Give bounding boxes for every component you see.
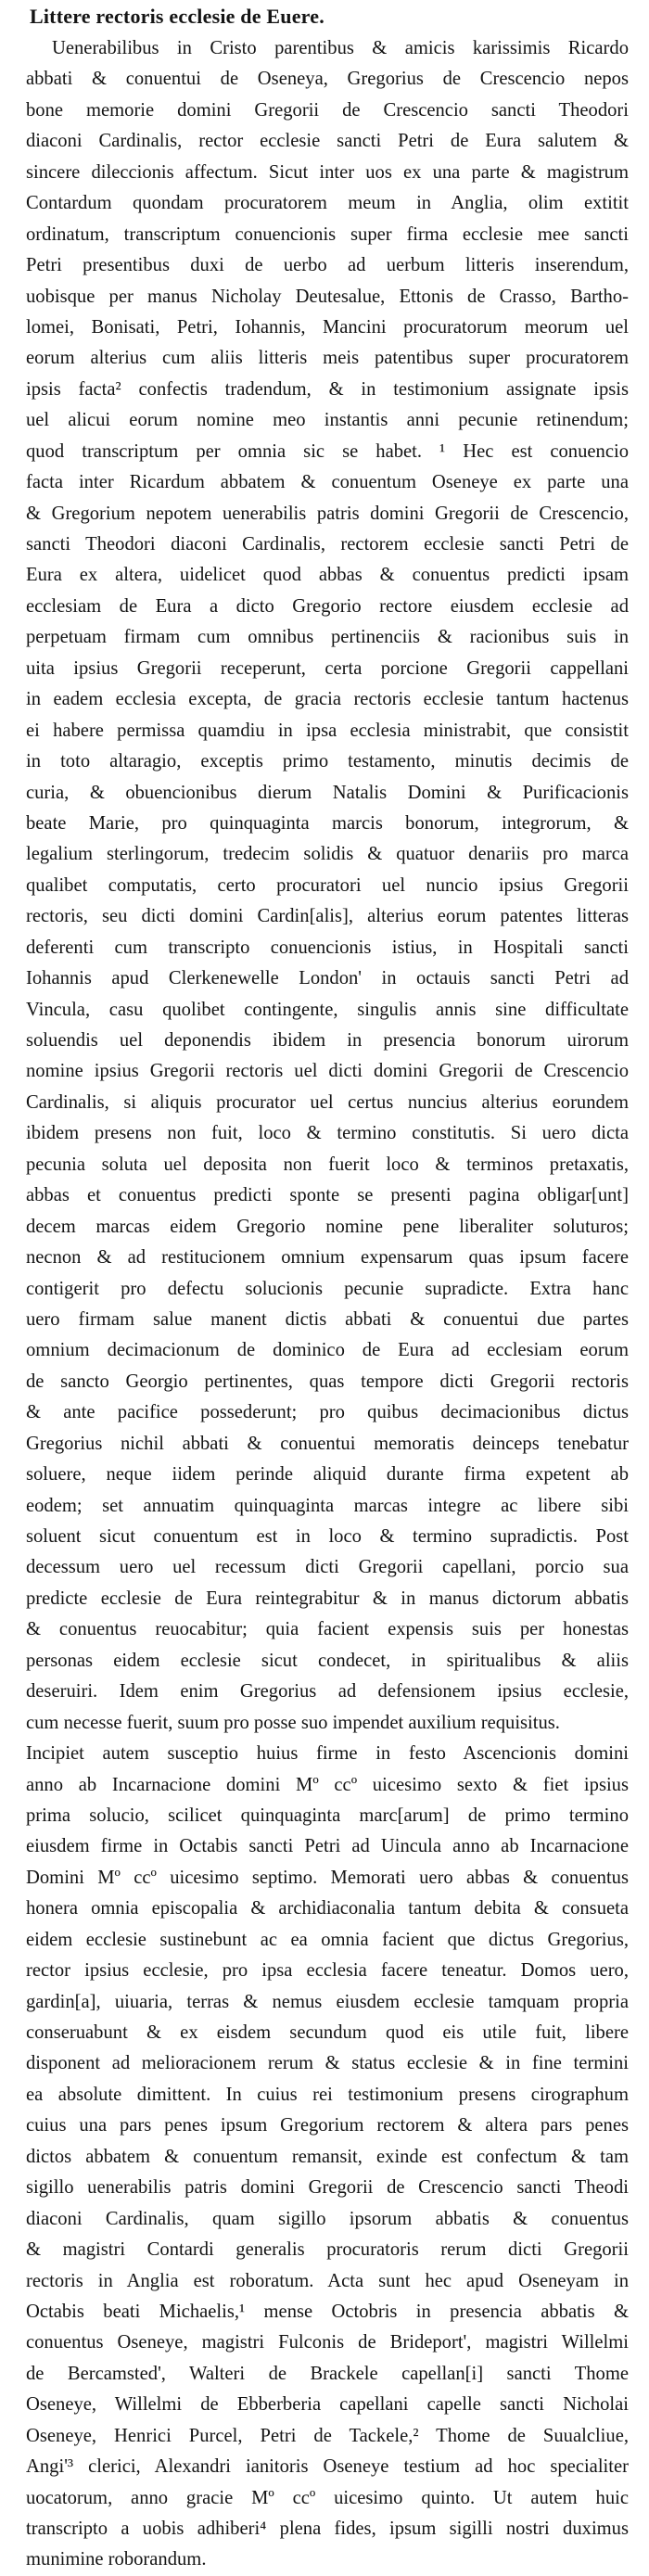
text-line: rectoris, seu dicti domini Cardin[alis], alterius eorum patentes litteras [26,906,629,927]
document-heading: Littere rectoris ecclesie de Euere. [30,5,324,28]
text-line: perpetuam firmam cum omnibus pertinenciis & racionibus suis in [26,627,629,648]
text-line: uocatorum, anno gracie Mº ccº uicesimo quinto. Ut autem huic [26,2487,629,2508]
text-line: cuius una pars penes ipsum Gregorium rectorem & altera pars penes [26,2115,629,2136]
text-line: Oseneye, Willelmi de Ebberberia capellani capelle sancti Nicholai [26,2394,629,2416]
text-line: sincere dileccionis affectum. Sicut inter uos ex una parte & magistrum [26,161,629,183]
text-line: ecclesiam de Eura a dicto Gregorio rectore eiusdem ecclesie ad [26,595,629,617]
text-line: Angi'³ clerici, Alexandri ianitoris Oseneye testium ad hoc specialiter [26,2456,629,2478]
text-line: Iohannis apud Clerkenewelle London' in octauis sancti Petri ad [26,968,629,989]
text-line: conseruabunt & ex eisdem secundum quod eis utile fuit, libere [26,2022,629,2043]
text-line: Vincula, casu quolibet contingente, singulis annis sine difficultate [26,999,629,1020]
text-line: & conuentus reuocabitur; quia facient expensis suis per honestas [26,1619,629,1640]
text-line: in toto altaragio, exceptis primo testamento, minutis decimis de [26,751,629,772]
text-line: Oseneye, Henrici Purcel, Petri de Tackele,² Thome de Suualcliue, [26,2425,629,2446]
text-line: Uenerabilibus in Cristo parentibus & amicis karissimis Ricardo [52,38,629,58]
text-line: Gregorius nichil abbati & conuentui memoratis deinceps tenebatur [26,1433,629,1454]
text-line: omnium decimacionum de dominico de Eura ad ecclesiam eorum [26,1340,629,1361]
text-line: qualibet computatis, certo procuratori uel nuncio ipsius Gregorii [26,874,629,896]
text-line: soluendis uel deponendis ibidem in presencia bonorum uirorum [26,1030,629,1051]
text-line: uero firmam salue manent dictis abbati & conuentui due partes [26,1308,629,1330]
text-line: decem marcas eidem Gregorio nomine pene liberaliter soluturos; [26,1216,629,1237]
text-line: diaconi Cardinalis, rector ecclesie sancti Petri de Eura salutem & [26,131,629,152]
text-line: sigillo uenerabilis patris domini Gregorii de Crescencio sancti Theodi [26,2177,629,2199]
text-line: cum necesse fuerit, suum pro posse suo impendet auxilium requisitus. [26,1712,560,1733]
text-line: abbati & conuentui de Oseneya, Gregorius de Crescencio nepos [26,69,629,90]
text-line: soluere, neque iidem perinde aliquid durante firma expetent ab [26,1464,629,1486]
text-line: uel alicui eorum nomine meo instantis anni pecunie retinendum; [26,410,629,431]
text-line: transcripto a uobis adhiberi⁴ plena fides, ipsum sigilli nostri duximus [26,2519,629,2539]
text-line: Incipiet autem susceptio huius firme in festo Ascencionis domini [26,1743,629,1765]
text-line: lomei, Bonisati, Petri, Iohannis, Mancini procuratorum meorum uel [26,316,629,338]
text-line: de Bercamsted', Walteri de Brackele capellan[i] sancti Thome [26,2363,629,2384]
text-line: munimine roborandum. [26,2549,207,2570]
text-line: ei habere permissa quamdiu in ipsa ecclesia ministrabit, que consistit [26,720,629,741]
text-line: Eura ex altera, uidelicet quod abbas & conuentus predicti ipsam [26,565,629,586]
text-line: ordinatum, transcriptum conuencionis super firma ecclesie mee sancti [26,223,629,245]
text-line: personas eidem ecclesie sicut condecet, in spiritualibus & aliis [26,1650,629,1671]
text-line: conuentus Oseneye, magistri Fulconis de Brideport', magistri Willelmi [26,2332,629,2353]
text-line: ipsis facta² confectis tradendum, & in testimonium assignate ipsis [26,378,629,400]
text-line: ea absolute dimittent. In cuius rei testimonium presens cirographum [26,2084,629,2105]
text-line: predicte ecclesie de Eura reintegrabitur & in manus dictorum abbatis [26,1588,629,1609]
text-line: soluent sicut conuentum est in loco & termino supradictis. Post [26,1526,629,1547]
text-line: & Gregorium nepotem uenerabilis patris domini Gregorii de Crescencio, [26,503,629,524]
text-line: uita ipsius Gregorii receperunt, certa porcione Gregorii cappellani [26,657,629,679]
text-line: Octabis beati Michaelis,¹ mense Octobris in presencia abbatis & [26,2301,629,2322]
text-line: de sancto Georgio pertinentes, quas tempore dicti Gregorii rectoris [26,1371,629,1392]
text-line: honera omnia episcopalia & archidiaconalia tantum debita & consueta [26,1898,629,1919]
text-line: pecunia soluta uel deposita non fuerit loco & terminos pretaxatis, [26,1154,629,1175]
text-line: bone memorie domini Gregorii de Crescencio sancti Theodori [26,99,629,121]
text-line: necnon & ad restitucionem omnium expensarum quas ipsum facere [26,1247,629,1269]
text-line: eidem ecclesie sustinebunt ac ea omnia facient que dictus Gregorius, [26,1929,629,1950]
text-line: anno ab Incarnacione domini Mº ccº uicesimo sexto & fiet ipsius [26,1774,629,1795]
text-line: disponent ad melioracionem rerum & status ecclesie & in fine termini [26,2053,629,2074]
text-line: & ante pacifice possederunt; pro quibus decimacionibus dictus [26,1402,629,1423]
text-line: rectoris in Anglia est roboratum. Acta sunt hec apud Oseneyam in [26,2270,629,2291]
text-line: eiusdem firme in Octabis sancti Petri ad Uincula anno ab Incarnacione [26,1836,629,1857]
text-line: curia, & obuencionibus dierum Natalis Domini & Purificacionis [26,782,629,803]
document-page [26,0,629,2576]
text-line: rector ipsius ecclesie, pro ipsa ecclesia facere teneatur. Domos uero, [26,1960,629,1982]
document-body [26,33,629,2576]
text-line: facta inter Ricardum abbatem & conuentum Oseneye ex parte una [26,472,629,493]
text-line: gardin[a], uiuaria, terras & nemus eiusdem ecclesie tamquam propria [26,1991,629,2012]
text-line: Contardum quondam procuratorem meum in Anglia, olim extitit [26,193,629,214]
text-line: quod transcriptum per omnia sic se habet. ¹ Hec est conuencio [26,440,629,462]
text-line: deferenti cum transcripto conuencionis istius, in Hospitali sancti [26,937,629,958]
text-line: uobisque per manus Nicholay Deutesalue, Ettonis de Crasso, Bartho- [26,286,629,307]
text-line: abbas et conuentus predicti sponte se presenti pagina obligar[unt] [26,1185,629,1206]
text-line: beate Marie, pro quinquaginta marcis bonorum, integrorum, & [26,812,629,834]
text-line: deseruiri. Idem enim Gregorius ad defensionem ipsius ecclesie, [26,1681,629,1702]
text-line: Petri presentibus duxi de uerbo ad uerbum litteris inserendum, [26,255,629,276]
text-line: ibidem presens non fuit, loco & termino constitutis. Si uero dicta [26,1123,629,1144]
text-line: in eadem ecclesia excepta, de gracia rectoris ecclesie tantum hactenus [26,689,629,710]
text-line: legalium sterlingorum, tredecim solidis & quatuor denariis pro marca [26,844,629,865]
text-line: dictos abbatem & conuentum remansit, exinde est confectum & tam [26,2146,629,2167]
text-line: eorum alterius cum aliis litteris meis patentibus super procuratorem [26,348,629,369]
text-line: contigerit pro defectu solucionis pecunie supradicte. Extra hanc [26,1278,629,1299]
text-line: Cardinalis, si aliquis procurator uel certus nuncius alterius eorundem [26,1091,629,1113]
text-line: prima solucio, scilicet quinquaginta marc[arum] de primo termino [26,1804,629,1826]
text-line: sancti Theodori diaconi Cardinalis, rectorem ecclesie sancti Petri de [26,534,629,555]
text-line: diaconi Cardinalis, quam sigillo ipsorum abbatis & conuentus [26,2208,629,2229]
text-line: nomine ipsius Gregorii rectoris uel dicti domini Gregorii de Crescencio [26,1061,629,1082]
text-line: eodem; set annuatim quinquaginta marcas integre ac libere sibi [26,1495,629,1516]
text-line: decessum uero uel recessum dicti Gregorii capellani, porcio sua [26,1557,629,1578]
text-line: Domini Mº ccº uicesimo septimo. Memorati uero abbas & conuentus [26,1867,629,1888]
text-line: & magistri Contardi generalis procuratoris rerum dicti Gregorii [26,2239,629,2261]
